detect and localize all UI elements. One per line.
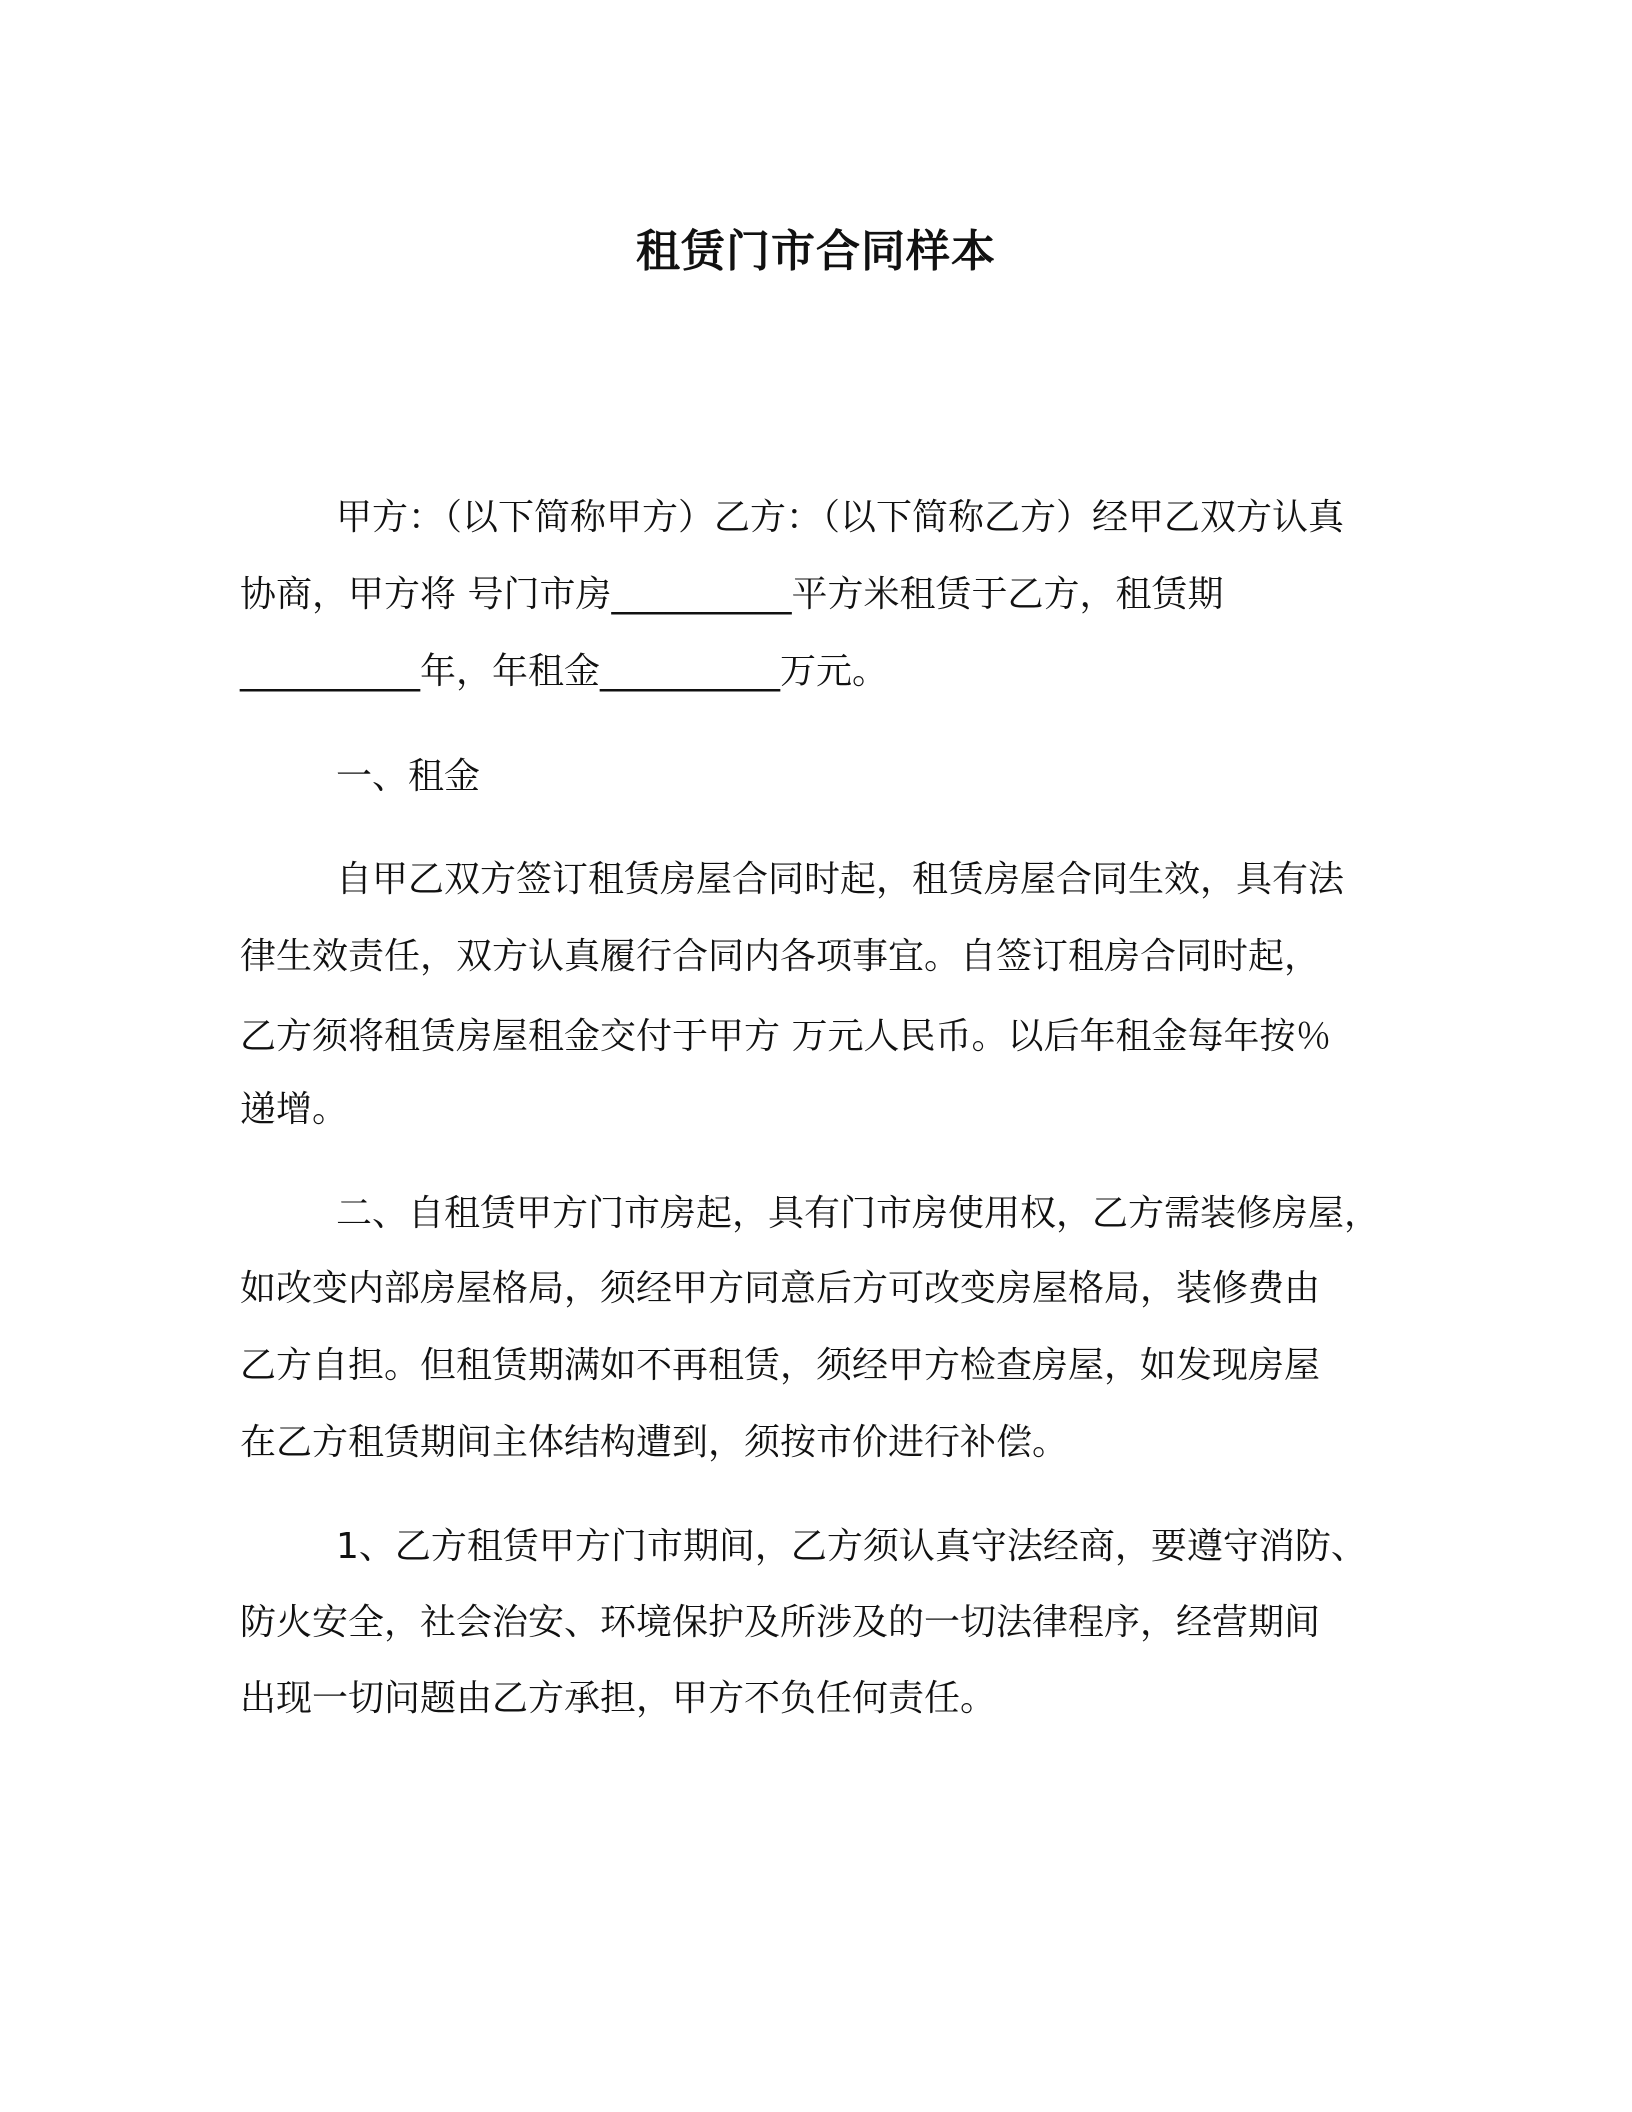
paragraph-rent-line-1: 自甲乙双方签订租赁房屋合同时起，租赁房屋合同生效，具有法 <box>336 859 1345 900</box>
paragraph-rent-line-2: 律生效责任，双方认真履行合同内各项事宜。自签订租房合同时起， <box>240 936 1321 977</box>
clause-1-line-1: 1、乙方租赁甲方门市期间，乙方须认真守法经商，要遵守消防、 <box>336 1526 1367 1567</box>
paragraph-parties-line-1: 甲方：（以下简称甲方）乙方：（以下简称乙方）经甲乙双方认真 <box>336 497 1345 538</box>
paragraph-parties-line-3: __________年，年租金__________万元。 <box>240 651 889 692</box>
paragraph-renovation-line-3: 乙方自担。但租赁期满如不再租赁，须经甲方检查房屋，如发现房屋 <box>240 1345 1321 1386</box>
paragraph-renovation-line-2: 如改变内部房屋格局，须经甲方同意后方可改变房屋格局，装修费由 <box>240 1268 1321 1309</box>
clause-1-line-3: 出现一切问题由乙方承担，甲方不负任何责任。 <box>240 1678 997 1719</box>
paragraph-renovation-line-4: 在乙方租赁期间主体结构遭到，须按市价进行补偿。 <box>240 1422 1069 1463</box>
paragraph-renovation-line-1: 二、自租赁甲方门市房起，具有门市房使用权，乙方需装修房屋， <box>336 1193 1381 1234</box>
document-title: 租赁门市合同样本 <box>636 226 996 277</box>
clause-1-line-2: 防火安全，社会治安、环境保护及所涉及的一切法律程序，经营期间 <box>240 1602 1321 1643</box>
paragraph-rent-line-3: 乙方须将租赁房屋租金交付于甲方 万元人民币。以后年租金每年按％ <box>240 1016 1332 1057</box>
paragraph-parties-line-2: 协商，甲方将 号门市房__________平方米租赁于乙方，租赁期 <box>240 574 1224 615</box>
section-heading-rent: 一、租金 <box>336 756 481 797</box>
paragraph-rent-line-4: 递增。 <box>240 1089 349 1130</box>
